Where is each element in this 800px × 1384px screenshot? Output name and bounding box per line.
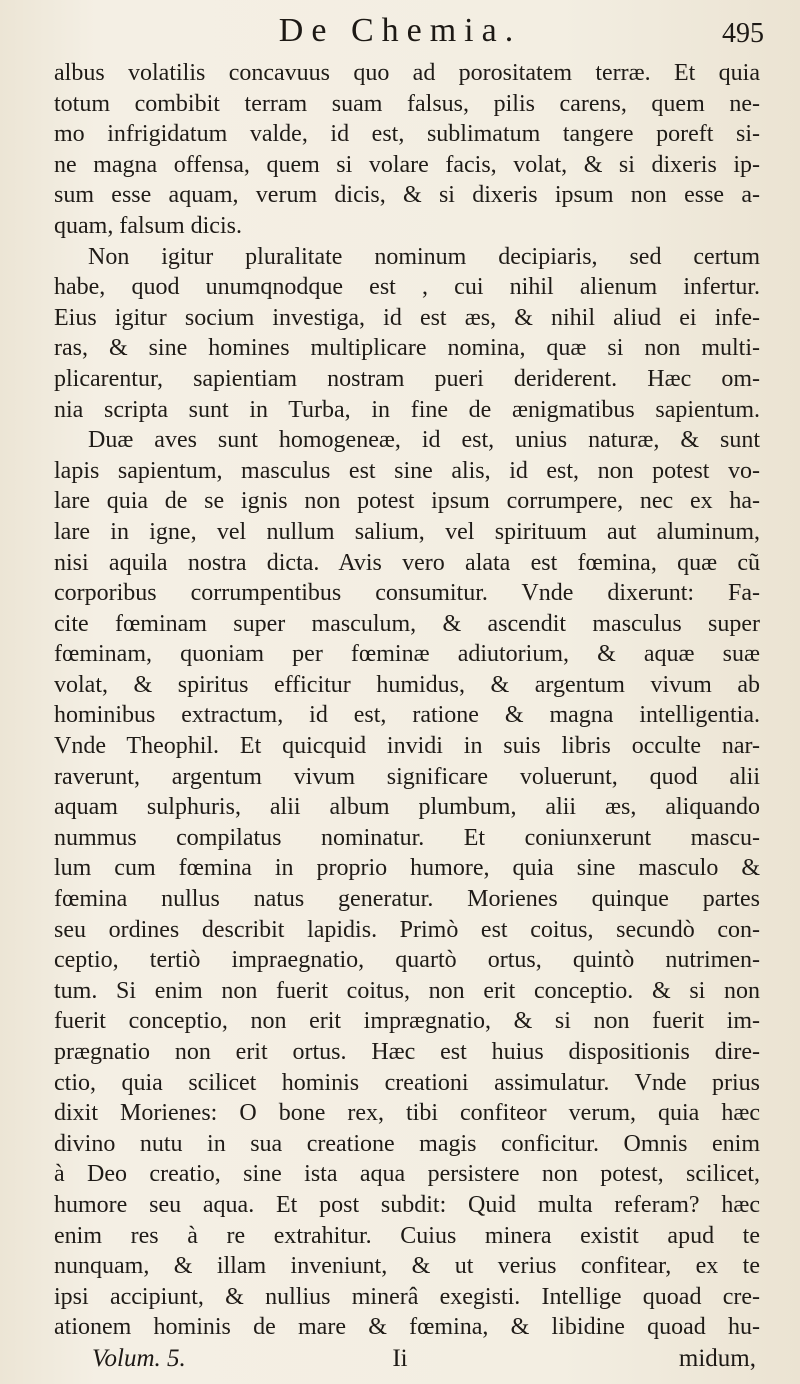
text-line: hominibus extractum, id est, ratione & magna intelligentia.	[54, 702, 760, 729]
text-line: fœminam, quoniam per fœminæ adiutorium, & aquæ suæ	[54, 641, 760, 668]
text-line: lare in igne, vel nullum salium, vel spirituum aut aluminum,	[54, 518, 760, 545]
text-line: lum cum fœmina in proprio humore, quia sine masculo &	[54, 855, 760, 882]
text-line: ceptio, tertiò impraegnatio, quartò ortus, quintò nutrimen-	[54, 947, 760, 974]
text-line: nummus compilatus nominatur. Et coniunxerunt mascu-	[54, 824, 760, 851]
text-line: cite fœminam super masculum, & ascendit masculus super	[54, 610, 760, 637]
page-header	[0, 8, 800, 54]
text-line: nia scripta sunt in Turba, in fine de ænigmatibus sapientum.	[54, 396, 760, 423]
text-line: enim res à re extrahitur. Cuius minera existit apud te	[54, 1222, 760, 1249]
text-line: nisi aquila nostra dicta. Avis vero alata est fœmina, quæ cũ	[54, 549, 760, 576]
catchword: midum,	[678, 1345, 756, 1372]
text-line: Vnde Theophil. Et quicquid invidi in suis libris occulte nar-	[54, 733, 760, 760]
page-number: 495	[722, 18, 764, 49]
text-line: Eius igitur socium investiga, id est æs, & nihil aliud ei infe-	[54, 304, 760, 331]
text-line: corporibus corrumpentibus consumitur. Vnde dixerunt: Fa-	[54, 580, 760, 607]
text-line: volat, & spiritus efficitur humidus, & argentum vivum ab	[54, 671, 760, 698]
text-line: à Deo creatio, sine ista aqua persistere non potest, scilicet,	[54, 1161, 760, 1188]
running-head: De Chemia.	[278, 12, 522, 49]
text-line: nunquam, & illam inveniunt, & ut verius confitear, ex te	[54, 1253, 760, 1280]
text-line: seu ordines describit lapidis. Primò est coitus, secundò con-	[54, 916, 760, 943]
body-text	[54, 58, 760, 1343]
volume-signature: Volum. 5.	[92, 1345, 186, 1372]
text-line: lare quia de se ignis non potest ipsum corrumpere, nec ex ha-	[54, 488, 760, 515]
text-line: divino nutu in sua creatione magis conficitur. Omnis enim	[54, 1130, 760, 1157]
text-line: plicarentur, sapientiam nostram pueri deriderent. Hæc om-	[54, 365, 760, 392]
text-line: raverunt, argentum vivum significare voluerunt, quod alii	[54, 763, 760, 790]
text-line: aquam sulphuris, alii album plumbum, alii æs, aliquando	[54, 794, 760, 821]
text-line: humore seu aqua. Et post subdit: Quid multa referam? hæc	[54, 1191, 760, 1218]
text-line: lapis sapientum, masculus est sine alis, id est, non potest vo-	[54, 457, 760, 484]
text-line: ipsi accipiunt, & nullius minerâ exegisti. Intellige quoad cre-	[54, 1283, 760, 1310]
signature-mark: Ii	[392, 1345, 408, 1372]
text-line: Non igitur pluralitate nominum decipiaris, sed certum	[88, 243, 760, 270]
text-line: albus volatilis concavuus quo ad porositatem terræ. Et quia	[54, 60, 760, 86]
text-line: tum. Si enim non fuerit coitus, non erit conceptio. & si non	[54, 977, 760, 1004]
text-line: prægnatio non erit ortus. Hæc est huius dispositionis dire-	[54, 1039, 760, 1065]
text-line: totum combibit terram suam falsus, pilis carens, quem ne-	[54, 90, 760, 117]
text-line: mo infrigidatum valde, id est, sublimatum tangere poreft si-	[54, 121, 760, 148]
text-line: ne magna offensa, quem si volare facis, volat, & si dixeris ip-	[54, 151, 760, 178]
text-line: quam, falsum dicis.	[54, 212, 242, 239]
text-line: fœmina nullus natus generatur. Morienes quinque partes	[54, 886, 760, 913]
page-footer	[0, 1342, 800, 1376]
text-line: ctio, quia scilicet hominis creationi assimulatur. Vnde prius	[54, 1069, 760, 1096]
text-line: fuerit conceptio, non erit imprægnatio, & si non fuerit im-	[54, 1008, 760, 1035]
text-line: ationem hominis de mare & fœmina, & libidine quoad hu-	[54, 1314, 760, 1341]
text-line: ras, & sine homines multiplicare nomina, quæ si non multi-	[54, 335, 760, 362]
text-line: sum esse aquam, verum dicis, & si dixeris ipsum non esse a-	[54, 182, 760, 209]
text-line: dixit Morienes: O bone rex, tibi confiteor verum, quia hæc	[54, 1100, 760, 1127]
text-line: habe, quod unumqnodque est , cui nihil alienum infertur.	[54, 274, 760, 301]
text-line: Duæ aves sunt homogeneæ, id est, unius naturæ, & sunt	[88, 427, 760, 454]
